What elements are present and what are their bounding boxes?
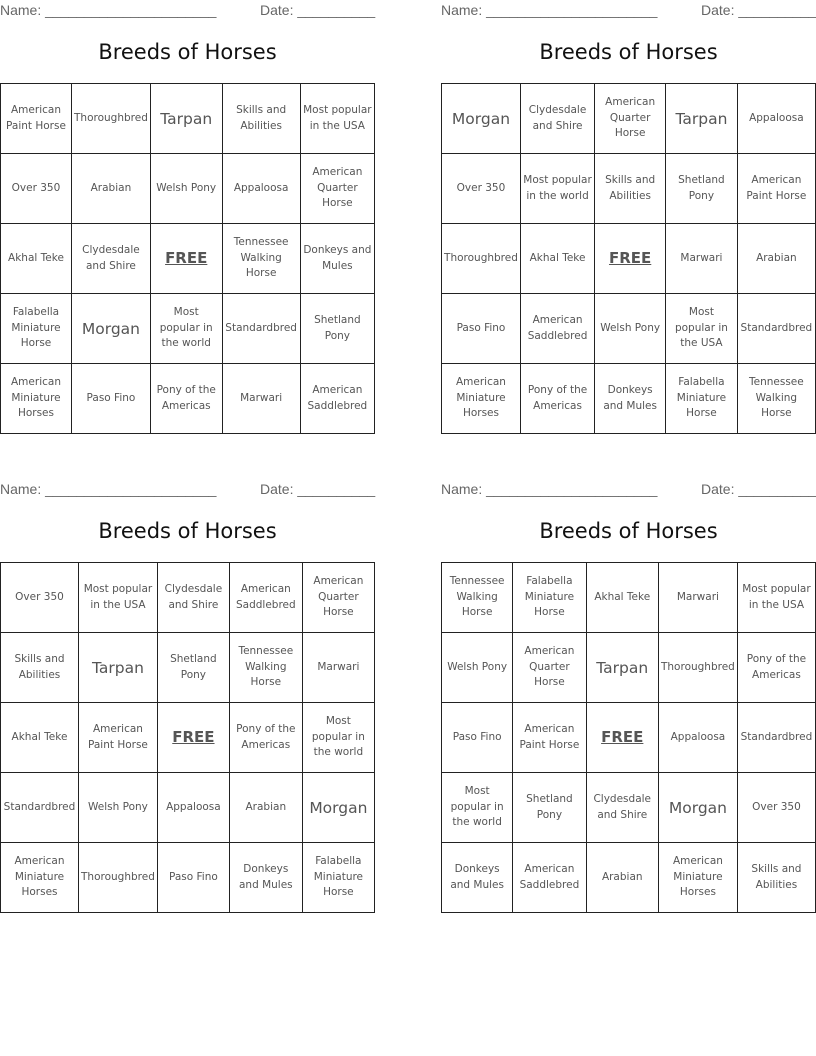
grid-row [442,154,816,224]
grid-cell: Pony of the Americas [520,364,594,434]
grid-cell: Appaloosa [222,154,300,224]
name-date-line [0,481,376,499]
grid-cell: Appaloosa [157,773,229,843]
grid-cell: Standardbred [737,294,815,364]
grid-cell: Akhal Teke [1,703,79,773]
grid-row [442,843,816,913]
grid-cell: Falabella Miniature Horse [513,563,586,633]
name-date-line [441,2,816,20]
grid-row [442,703,816,773]
grid-row [442,773,816,843]
grid-cell: Arabian [229,773,302,843]
grid-cell: Clydesdale and Shire [586,773,658,843]
free-space-cell: FREE [157,703,229,773]
grid-cell: Akhal Teke [586,563,658,633]
grid-cell: Welsh Pony [442,633,513,703]
grid-cell: Clydesdale and Shire [71,224,150,294]
grid-cell: Marwari [666,224,738,294]
grid-cell: Thoroughbred [442,224,521,294]
grid-cell: Most popular in the world [442,773,513,843]
bingo-grid [441,83,816,434]
grid-cell: Arabian [737,224,815,294]
grid-cell: Skills and Abilities [222,84,300,154]
grid-cell: Akhal Teke [1,224,72,294]
grid-cell: Pony of the Americas [229,703,302,773]
card-title: Breeds of Horses [98,519,277,543]
grid-cell: Shetland Pony [666,154,738,224]
grid-cell: Skills and Abilities [737,843,815,913]
grid-cell: Donkeys and Mules [442,843,513,913]
card-title: Breeds of Horses [539,40,718,64]
name-date-line [0,2,376,20]
grid-cell: Tarpan [150,84,222,154]
grid-cell: American Miniature Horses [1,364,72,434]
grid-cell: Donkeys and Mules [595,364,666,434]
grid-cell: Welsh Pony [78,773,157,843]
grid-cell: Tarpan [586,633,658,703]
grid-cell: Clydesdale and Shire [520,84,594,154]
grid-cell: Over 350 [1,154,72,224]
grid-cell: Arabian [71,154,150,224]
grid-cell: Over 350 [1,563,79,633]
grid-cell: American Miniature Horses [442,364,521,434]
grid-cell: American Miniature Horses [658,843,737,913]
grid-cell: American Quarter Horse [300,154,374,224]
grid-row [442,224,816,294]
date-field-label: Date: __________ [260,481,376,497]
grid-cell: Appaloosa [737,84,815,154]
grid-row [1,563,375,633]
grid-cell: Tennessee Walking Horse [737,364,815,434]
grid-cell: Appaloosa [658,703,737,773]
grid-cell: Most popular in the USA [666,294,738,364]
bingo-grid [0,83,375,434]
grid-cell: Pony of the Americas [150,364,222,434]
grid-cell: Marwari [658,563,737,633]
grid-cell: Morgan [658,773,737,843]
grid-row [442,563,816,633]
name-date-line [441,481,816,499]
grid-cell: American Saddlebred [520,294,594,364]
name-field-label: Name: ______________________ [0,481,217,497]
card-title: Breeds of Horses [98,40,277,64]
grid-cell: Morgan [442,84,521,154]
grid-cell: Tarpan [78,633,157,703]
grid-cell: Standardbred [222,294,300,364]
grid-row [1,294,375,364]
grid-cell: Arabian [586,843,658,913]
grid-cell: Donkeys and Mules [229,843,302,913]
grid-cell: Most popular in the world [150,294,222,364]
bingo-grid [0,562,375,913]
grid-cell: Falabella Miniature Horse [302,843,374,913]
grid-cell: Paso Fino [442,294,521,364]
grid-row [1,364,375,434]
grid-cell: Most popular in the USA [737,563,815,633]
grid-cell: Tennessee Walking Horse [442,563,513,633]
free-space-cell: FREE [595,224,666,294]
grid-cell: Paso Fino [442,703,513,773]
date-field-label: Date: __________ [260,2,376,18]
grid-row [1,703,375,773]
grid-cell: Thoroughbred [71,84,150,154]
grid-cell: Most popular in the world [520,154,594,224]
grid-cell: Most popular in the USA [300,84,374,154]
grid-cell: Skills and Abilities [595,154,666,224]
grid-cell: American Saddlebred [229,563,302,633]
bingo-grid [441,562,816,913]
grid-cell: Falabella Miniature Horse [1,294,72,364]
grid-cell: Welsh Pony [595,294,666,364]
free-space-cell: FREE [150,224,222,294]
grid-cell: Over 350 [442,154,521,224]
grid-cell: Morgan [302,773,374,843]
name-field-label: Name: ______________________ [441,481,658,497]
grid-cell: American Saddlebred [513,843,586,913]
grid-cell: Clydesdale and Shire [157,563,229,633]
grid-cell: American Saddlebred [300,364,374,434]
grid-cell: Standardbred [1,773,79,843]
grid-row [1,773,375,843]
grid-row [1,154,375,224]
grid-cell: American Miniature Horses [1,843,79,913]
grid-cell: American Paint Horse [1,84,72,154]
grid-cell: Donkeys and Mules [300,224,374,294]
grid-cell: Thoroughbred [658,633,737,703]
grid-cell: American Quarter Horse [513,633,586,703]
grid-cell: Paso Fino [157,843,229,913]
grid-cell: Most popular in the world [302,703,374,773]
card-title: Breeds of Horses [539,519,718,543]
free-space-cell: FREE [586,703,658,773]
grid-cell: Most popular in the USA [78,563,157,633]
grid-cell: Shetland Pony [300,294,374,364]
grid-cell: Marwari [302,633,374,703]
grid-cell: Tarpan [666,84,738,154]
grid-cell: Falabella Miniature Horse [666,364,738,434]
grid-cell: Over 350 [737,773,815,843]
date-field-label: Date: __________ [701,2,816,18]
grid-row [1,84,375,154]
grid-row [1,224,375,294]
date-field-label: Date: __________ [701,481,816,497]
grid-cell: Skills and Abilities [1,633,79,703]
grid-cell: American Quarter Horse [302,563,374,633]
grid-row [442,84,816,154]
grid-cell: American Paint Horse [737,154,815,224]
grid-row [1,843,375,913]
grid-cell: Welsh Pony [150,154,222,224]
grid-cell: American Paint Horse [513,703,586,773]
grid-cell: Tennessee Walking Horse [229,633,302,703]
grid-cell: Morgan [71,294,150,364]
grid-cell: Shetland Pony [157,633,229,703]
name-field-label: Name: ______________________ [441,2,658,18]
name-field-label: Name: ______________________ [0,2,217,18]
grid-row [442,294,816,364]
grid-cell: American Quarter Horse [595,84,666,154]
grid-cell: Marwari [222,364,300,434]
grid-cell: Paso Fino [71,364,150,434]
grid-cell: Standardbred [737,703,815,773]
grid-cell: Shetland Pony [513,773,586,843]
grid-cell: Pony of the Americas [737,633,815,703]
grid-cell: Thoroughbred [78,843,157,913]
grid-row [442,364,816,434]
grid-row [442,633,816,703]
grid-cell: Akhal Teke [520,224,594,294]
grid-cell: Tennessee Walking Horse [222,224,300,294]
grid-cell: American Paint Horse [78,703,157,773]
grid-row [1,633,375,703]
